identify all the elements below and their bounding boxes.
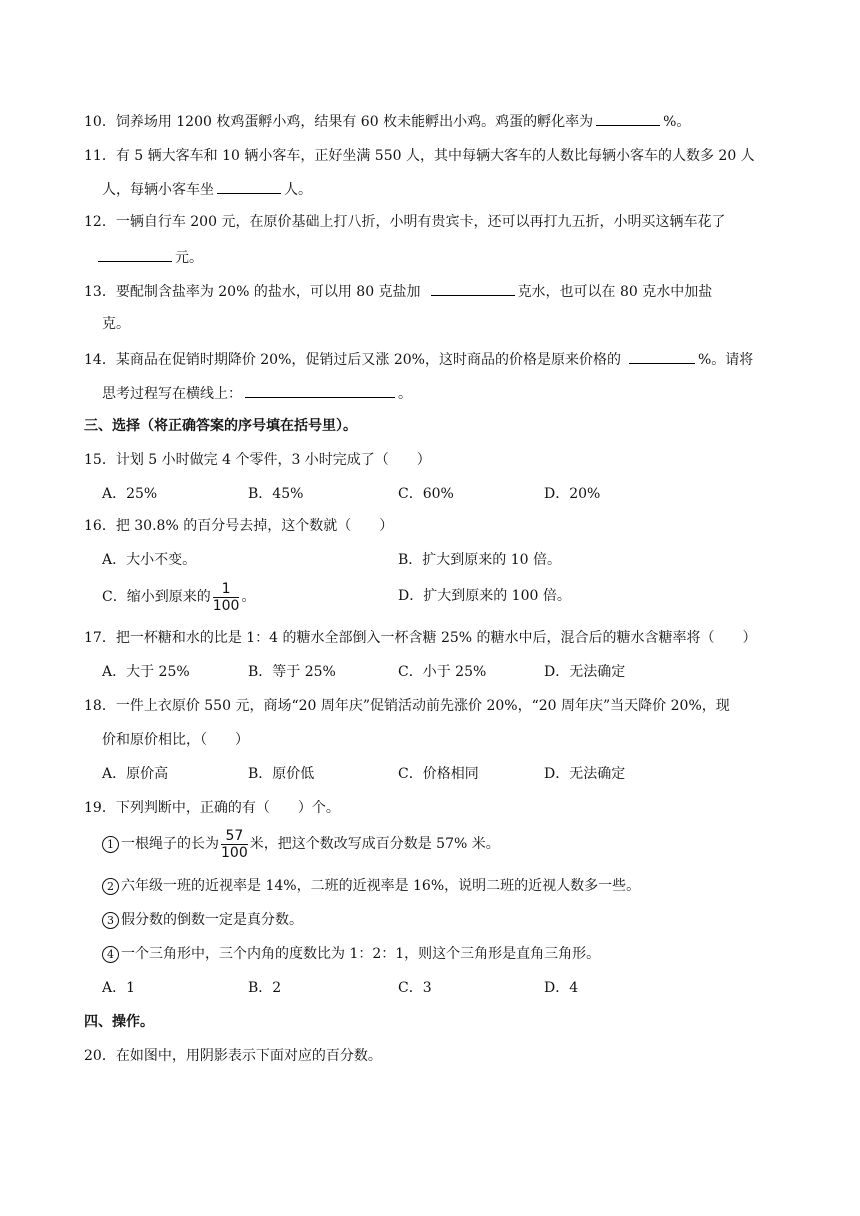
circled-number-icon: 3 <box>102 912 119 929</box>
circled-number-icon: 4 <box>102 946 119 963</box>
question-number: 16． <box>84 518 116 534</box>
answer-blank[interactable] <box>245 382 395 398</box>
question-text: 要配制含盐率为 20% 的盐水，可以用 80 克盐加 <box>115 284 421 300</box>
option-c[interactable]: C．缩小到原来的 $\frac{1}{100}$ 。 <box>102 580 256 614</box>
question-number: 18． <box>84 698 116 714</box>
option-c[interactable]: C．价格相同 <box>398 766 479 782</box>
question-text: 饲养场用 1200 枚鸡蛋孵小鸡，结果有 60 枚未能孵出小鸡。鸡蛋的孵化率为 <box>115 114 594 130</box>
question-text: 下列判断中，正确的有（ ）个。 <box>115 800 340 816</box>
option-c[interactable]: C．60% <box>398 486 454 502</box>
question-text: 计划 5 小时做完 4 个零件，3 小时完成了（ ） <box>115 452 431 468</box>
section-heading: 四、操作。 <box>84 1014 154 1030</box>
question-number: 12． <box>84 214 116 230</box>
circled-number-icon: 1 <box>102 836 119 853</box>
statement-4: 4 一个三角形中，三个内角的度数比为 1：2：1，则这个三角形是直角三角形。 <box>102 944 600 964</box>
option-b[interactable]: B．45% <box>248 486 304 502</box>
section-heading: 三、选择（将正确答案的序号填在括号里）。 <box>84 418 357 434</box>
fraction: $\frac{57}{100}$ <box>221 827 248 861</box>
option-d[interactable]: D．无法确定 <box>544 766 626 782</box>
question-number: 10． <box>84 114 116 130</box>
answer-blank[interactable] <box>596 110 660 126</box>
question-19 <box>84 798 340 818</box>
question-number: 20． <box>84 1048 116 1064</box>
question-17 <box>84 628 757 648</box>
option-b[interactable]: B．等于 25% <box>248 664 336 680</box>
question-10: 10．饲养场用 1200 枚鸡蛋孵小鸡，结果有 60 枚未能孵出小鸡。鸡蛋的孵化率为 %。 <box>84 110 690 132</box>
question-number: 15． <box>84 452 116 468</box>
question-number: 17． <box>84 630 116 646</box>
question-text: 把一杯糖和水的比是 1：4 的糖水全部倒入一杯含糖 25% 的糖水中后，混合后的糖水含糖率将（ ） <box>115 630 757 646</box>
question-13: 13．要配制含盐率为 20% 的盐水，可以用 80 克盐加 克水，也可以在 80 克水中加盐 <box>84 280 712 302</box>
option-b[interactable]: B．扩大到原来的 10 倍。 <box>398 552 562 568</box>
circled-number-icon: 2 <box>102 878 119 895</box>
statement-2: 2 六年级一班的近视率是 14%，二班的近视率是 16%，说明二班的近视人数多一些。 <box>102 876 640 896</box>
option-a[interactable]: A．25% <box>102 486 158 502</box>
option-d[interactable]: D．无法确定 <box>544 664 626 680</box>
question-12 <box>84 212 725 232</box>
question-14-line-2: 思考过程写在横线上： 。 <box>102 382 412 404</box>
question-text: 有 5 辆大客车和 10 辆小客车，正好坐满 550 人，其中每辆大客车的人数比每辆小客车的人数多 20 人 <box>115 148 755 164</box>
question-12-line-2: 元。 <box>98 246 203 268</box>
option-d[interactable]: D．4 <box>544 980 579 996</box>
question-number: 14． <box>84 352 116 368</box>
option-a[interactable]: A．大于 25% <box>102 664 190 680</box>
fraction: $\frac{1}{100}$ <box>212 580 240 614</box>
option-b[interactable]: B．2 <box>248 980 282 996</box>
question-text: 一件上衣原价 550 元，商场“20 周年庆”促销活动前先涨价 20%，“20 周年庆”当天降价 20%，现 <box>115 698 730 714</box>
question-20 <box>84 1046 382 1066</box>
answer-blank[interactable] <box>431 280 515 296</box>
option-a[interactable]: A．原价高 <box>102 766 169 782</box>
option-c[interactable]: C．小于 25% <box>398 664 487 680</box>
question-16 <box>84 516 393 536</box>
question-text: 一辆自行车 200 元，在原价基础上打八折，小明有贵宾卡，还可以再打九五折，小明买这辆车花了 <box>115 214 726 230</box>
statement-1: 1 一根绳子的长为 $\frac{57}{100}$ 米，把这个数改写成百分数是 57% 米。 <box>102 828 500 860</box>
question-11 <box>84 146 755 166</box>
answer-blank[interactable] <box>98 246 172 262</box>
question-text: 把 30.8% 的百分号去掉，这个数就（ ） <box>115 518 394 534</box>
option-a[interactable]: A．大小不变。 <box>102 552 197 568</box>
option-c[interactable]: C．3 <box>398 980 432 996</box>
answer-blank[interactable] <box>629 348 695 364</box>
question-18 <box>84 696 730 716</box>
question-13-line-2: 克。 <box>102 316 130 332</box>
question-14: 14．某商品在促销时期降价 20%，促销过后又涨 20%，这时商品的价格是原来价格的 %。请将 <box>84 348 753 370</box>
question-number: 19． <box>84 800 116 816</box>
question-11-line-2: 人，每辆小客车坐 人。 <box>102 178 312 200</box>
question-18-line-2: 价和原价相比，（ ） <box>102 732 249 748</box>
question-number: 11． <box>84 148 116 164</box>
option-b[interactable]: B．原价低 <box>248 766 315 782</box>
option-a[interactable]: A．1 <box>102 980 136 996</box>
question-15 <box>84 450 431 470</box>
question-text: 在如图中，用阴影表示下面对应的百分数。 <box>115 1048 382 1064</box>
option-d[interactable]: D．扩大到原来的 100 倍。 <box>398 588 571 604</box>
option-d[interactable]: D．20% <box>544 486 601 502</box>
question-text: 某商品在促销时期降价 20%，促销过后又涨 20%，这时商品的价格是原来价格的 <box>115 352 621 368</box>
answer-blank[interactable] <box>217 178 281 194</box>
question-number: 13． <box>84 284 116 300</box>
statement-3: 3 假分数的倒数一定是真分数。 <box>102 910 303 930</box>
